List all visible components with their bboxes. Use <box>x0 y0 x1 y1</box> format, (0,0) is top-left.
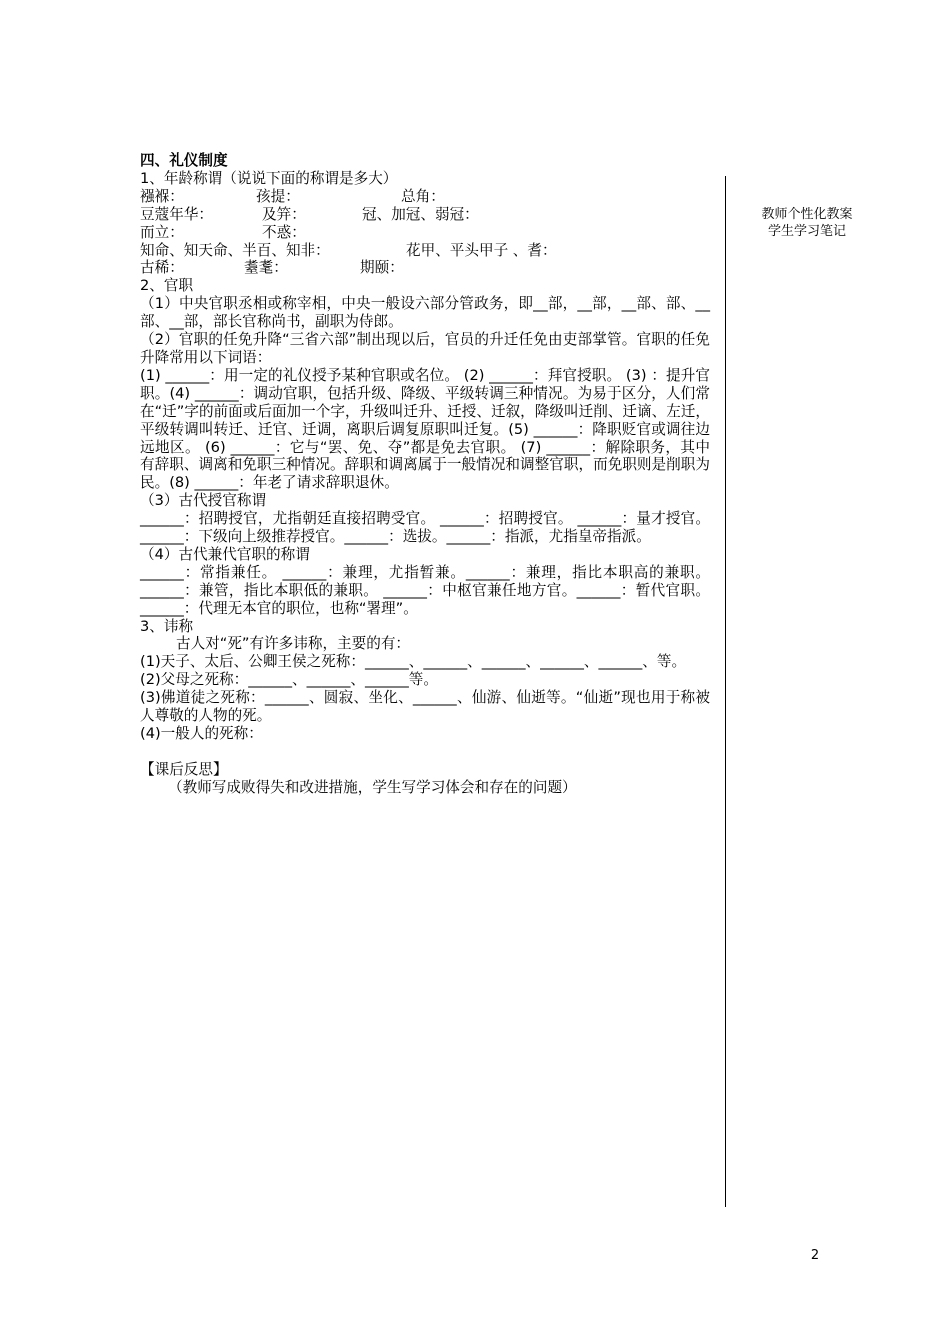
sidebar-line-teacher: 教师个性化教案 <box>761 207 853 222</box>
official-heading: 2、官职 <box>140 277 194 295</box>
age-term: 耋耄： <box>244 259 288 277</box>
spacer <box>140 743 710 761</box>
sidebar-notes <box>742 206 872 240</box>
age-terms-heading: 1、年龄称谓（说说下面的称谓是多大） <box>140 169 398 187</box>
age-term: 及笄： <box>262 205 306 223</box>
official-paragraph-1: （1）中央官职丞相或称宰相，中央一般设六部分管政务，即__部，__部，__部、部、__部、__部，部长官称尚书，副职为侍郎。 <box>140 295 710 331</box>
age-term: 知命、知天命、半百、知非： <box>140 241 330 259</box>
age-row-5 <box>140 259 710 277</box>
age-term: 不惑： <box>262 223 306 241</box>
euphemism-line-1: (1)天子、太后、公卿王侯之死称：______、______、______、______、______、等。 <box>140 653 687 671</box>
euphemism-heading: 3、讳称 <box>140 617 194 635</box>
age-term: 古稀： <box>140 259 184 277</box>
concurrent-title: （4）古代兼代官职的称谓 <box>140 545 310 563</box>
age-term: 而立： <box>140 223 184 241</box>
age-term: 豆蔻年华： <box>140 205 213 223</box>
official-paragraph-2: （2）官职的任免升降“三省六部”制出现以后，官员的升迁任免由吏部掌管。官职的任免升降常用以下词语： <box>140 331 710 366</box>
official-paragraph-3: (1) ______：用一定的礼仪授予某种官职或名位。 (2) ______：拜官授职。 (3) ：提升官职。(4) ______：调动官职，包括升级、降级、平级转调三种情况。为易于区分，人们常在“迁”字的前面或后面加一个字，升级叫迁升、迁授、迁叙，降级叫迁削、迁谪、左迁，平级转调叫转迁、迁官、迁调，离职后调复原职叫迁复。(5) ______：降职贬官或调往边远地区。 (6) ______：它与“罢、免、夺”都是免去官职。 (7) ______：解除职务，其中有辞职、调离和免职三种情况。辞职和调离属于一般情况和调整官职，而免职则是削职为民。(8) ______：年老了请求辞职退休。 <box>140 366 710 492</box>
grant-paragraph: ______：招聘授官，尤指朝廷直接招聘受官。 ______：招聘授官。 ______：量才授官。______：下级向上级推荐授官。______：选拔。______：指派，尤指皇帝指派。 <box>140 510 710 546</box>
main-content <box>140 152 710 797</box>
age-row-2 <box>140 206 710 224</box>
age-row-4 <box>140 242 710 260</box>
age-row-1 <box>140 188 710 206</box>
age-term: 期颐： <box>360 259 404 277</box>
age-term: 襁褓： <box>140 187 184 205</box>
grant-title: （3）古代授官称谓 <box>140 492 267 510</box>
age-term: 孩提： <box>256 187 300 205</box>
reflection-title: 【课后反思】 <box>140 760 228 778</box>
page-number: 2 <box>810 1248 820 1263</box>
age-term: 总角： <box>401 187 445 205</box>
age-row-3 <box>140 224 710 242</box>
age-term: 花甲、平头甲子 、耆： <box>406 241 557 259</box>
age-term: 冠、加冠、弱冠： <box>362 205 479 223</box>
reflection-body: （教师写成败得失和改进措施，学生写学习体会和存在的问题） <box>168 778 577 796</box>
column-divider <box>725 176 726 1207</box>
concurrent-paragraph: ______：常指兼任。 ______：兼理，尤指暂兼。______：兼理，指比本职高的兼职。______：兼管，指比本职低的兼职。 ______：中枢官兼任地方官。______：暂代官职。 ______：代理无本官的职位，也称“署理”。 <box>140 563 710 617</box>
euphemism-line-2: (2)父母之死称：______、______、______等。 <box>140 671 438 689</box>
sidebar-line-student: 学生学习笔记 <box>767 224 846 239</box>
euphemism-line-4: (4)一般人的死称： <box>140 725 263 742</box>
euphemism-line-3: (3)佛道徒之死称：______、圆寂、坐化、______、仙游、仙逝等。“仙逝”现也用于称被人尊敬的人物的死。 <box>140 689 710 725</box>
section-title: 四、礼仪制度 <box>140 152 228 169</box>
euphemism-intro: 古人对“死”有许多讳称，主要的有： <box>176 635 411 653</box>
